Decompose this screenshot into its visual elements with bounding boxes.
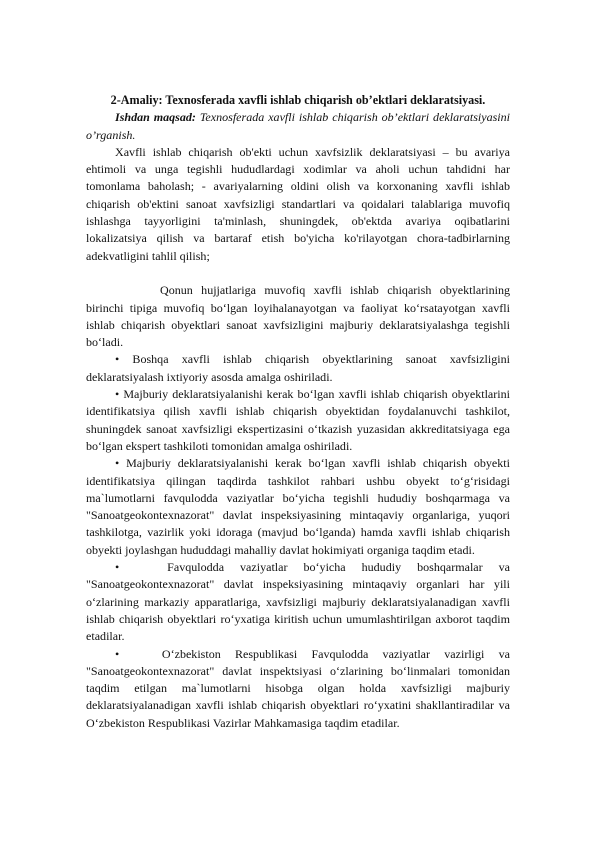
bullet-paragraph-regional: • Favqulodda vaziyatlar bo‘yicha hududiy boshqarmalar va "Sanoatgeokontexnazorat" davlat inspeksiyasining mintaqaviy organlari har yili o‘zlarining markaziy apparatlariga, xavfsizligi majburiy deklaratsiyalanadigan xavfli ishlab chiqarish obyektlari ro‘yxatiga kiritish uchun umumlashtirilgan axborot taqdim etadilar. [86,560,510,644]
paragraph-spacer [86,265,510,282]
goal-paragraph [86,109,510,144]
bullet-paragraph-ministry: • O‘zbekiston Respublikasi Favqulodda vaziyatlar vazirligi va "Sanoatgeokontexnazorat" davlat inspektsiyasi o‘zlarining bo‘linmalari tomonidan taqdim etilgan ma`lumotlarni hisobga olgan holda xavfsizligi majburiy deklaratsiyalanadigan xavfli ishlab chiqarish obyektlari ro‘yxatini shakllantiradilar va O‘zbekiston Respublikasi Vazirlar Mahkamasiga taqdim etadilar. [86,646,510,730]
bullet-paragraph-identification: • Majburiy deklaratsiyalanishi kerak bo‘lgan xavfli ishlab chiqarish obyektlarini identifikatsiya qilish xavfli ishlab chiqarish obyektidan foydalanuvchi tashkilot, shuningdek sanoat xavfsizligi ekspertizasini o‘tkazish yuzasidan akkreditatsiyaga ega bo‘lgan ekspert tashkiloti tomonidan amalga oshiriladi. [86,387,510,453]
bullet-paragraph-notification: • Majburiy deklaratsiyalanishi kerak bo‘lgan xavfli ishlab chiqarish obyekti identifikatsiya qilingan taqdirda tashkilot rahbari ushbu obyekt to‘g‘risidagi ma`lumotlarni favqulodda vaziyatlar bo‘yicha tegishli hududiy boshqarmaga va "Sanoatgeokontexnazorat" davlat inspeksiyasining mintaqaviy organlariga, yuqori tashkilotga, vazirlik yoki idoraga (mavjud bo‘lganda) hamda xavfli ishlab chiqarish obyekti joylashgan hududdagi mahalliy davlat hokimiyati organiga taqdim etadi. [86,456,510,557]
bullet-paragraph-voluntary: • Boshqa xavfli ishlab chiqarish obyektlarining sanoat xavfsizligini deklaratsiyalash ixtiyoriy asosda amalga oshiriladi. [86,352,510,384]
document-title: 2-Amaliy: Texnosferada xavfli ishlab chiqarish ob’ektlari deklaratsiyasi. [110,93,486,107]
goal-label: Ishdan maqsad: [115,110,196,125]
goal-text: Texnosferada xavfli ishlab chiqarish ob’ektlari deklaratsiyasini o’rganish. [86,110,511,142]
law-paragraph: Qonun hujjatlariga muvofiq xavfli ishlab chiqarish obyektlarining birinchi tipiga muvofiq bo‘lgan loyihalanayotgan va faoliyat ko‘rsatayotgan xavfli ishlab chiqarish obyektlari sanoat xavfsizligini majburiy deklaratsiyalashga tegishli bo‘ladi. [86,283,510,350]
document-body [86,92,510,732]
definition-paragraph: Xavfli ishlab chiqarish ob'ekti uchun xavfsizlik deklaratsiyasi – bu avariya ehtimoli va unga tegishli hududlardagi xodimlar va aholi uchun tahdidni har tomonlama baholash; - avariyalarning oldini olish va korxonaning xavfli ishlab chiqarish ob'ektini sanoat xavfsizligi standartlari va qoidalari talablariga muvofiq ishlashga tayyorligini ta'minlash, shuningdek, ob'ektda avariya oqibatlarini lokalizatsiya qilish va bartaraf etish bo'yicha ko'rilayotgan chora-tadbirlarning adekvatligini tahlil qilish; [86,144,510,263]
